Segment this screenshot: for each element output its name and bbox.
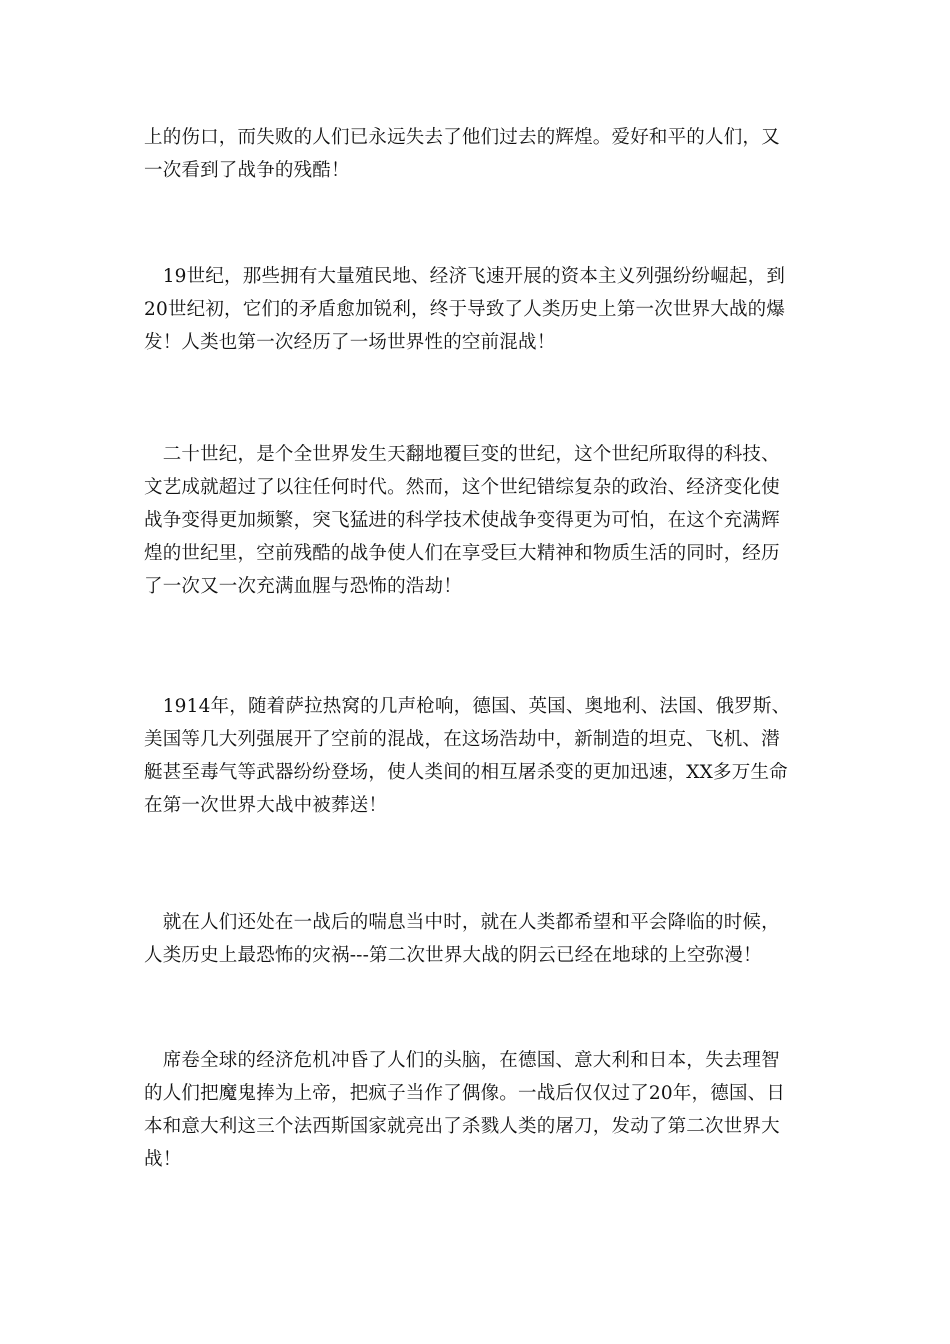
text-line: 19世纪，那些拥有大量殖民地、经济飞速开展的资本主义列强纷纷崛起，到 (144, 266, 786, 287)
text-line: 文艺成就超过了以往任何时代。然而，这个世纪错综复杂的政治、经济变化使 (144, 477, 780, 498)
text-line: 本和意大利这三个法西斯国家就亮出了杀戮人类的屠刀，发动了第二次世界大 (144, 1116, 780, 1137)
paragraph (144, 121, 804, 187)
text-line: 在第一次世界大战中被葬送！ (144, 795, 388, 816)
text-line: 艇甚至毒气等武器纷纷登场，使人类间的相互屠杀变的更加迅速，XX多万生命 (144, 762, 788, 783)
text-line: 二十世纪，是个全世界发生天翻地覆巨变的世纪，这个世纪所取得的科技、 (144, 444, 780, 465)
paragraph (144, 906, 804, 972)
paragraph (144, 438, 804, 603)
paragraph (144, 690, 804, 822)
text-line: 发！人类也第一次经历了一场世界性的空前混战！ (144, 332, 556, 353)
text-line: 美国等几大列强展开了空前的混战，在这场浩劫中，新制造的坦克、飞机、潜 (144, 729, 780, 750)
text-line: 就在人们还处在一战后的喘息当中时，就在人类都希望和平会降临的时候， (144, 912, 780, 933)
text-line: 1914年，随着萨拉热窝的几声枪响，德国、英国、奥地利、法国、俄罗斯、 (144, 696, 791, 717)
text-line: 上的伤口，而失败的人们已永远失去了他们过去的辉煌。爱好和平的人们，又 (144, 127, 780, 148)
text-line: 一次看到了战争的残酷！ (144, 160, 350, 181)
text-line: 席卷全球的经济危机冲昏了人们的头脑，在德国、意大利和日本，失去理智 (144, 1050, 780, 1071)
text-line: 战争变得更加频繁，突飞猛进的科学技术使战争变得更为可怕，在这个充满辉 (144, 510, 780, 531)
text-line: 了一次又一次充满血腥与恐怖的浩劫！ (144, 576, 462, 597)
text-line: 的人们把魔鬼捧为上帝，把疯子当作了偶像。一战后仅仅过了20年，德国、日 (144, 1083, 786, 1104)
text-line: 战！ (144, 1149, 182, 1170)
paragraph (144, 260, 804, 359)
text-line: 人类历史上最恐怖的灾祸---第二次世界大战的阴云已经在地球的上空弥漫！ (144, 945, 762, 966)
text-line: 20世纪初，它们的矛盾愈加锐利，终于导致了人类历史上第一次世界大战的爆 (144, 299, 786, 320)
paragraph (144, 1044, 804, 1176)
text-line: 煌的世纪里，空前残酷的战争使人们在享受巨大精神和物质生活的同时，经历 (144, 543, 780, 564)
